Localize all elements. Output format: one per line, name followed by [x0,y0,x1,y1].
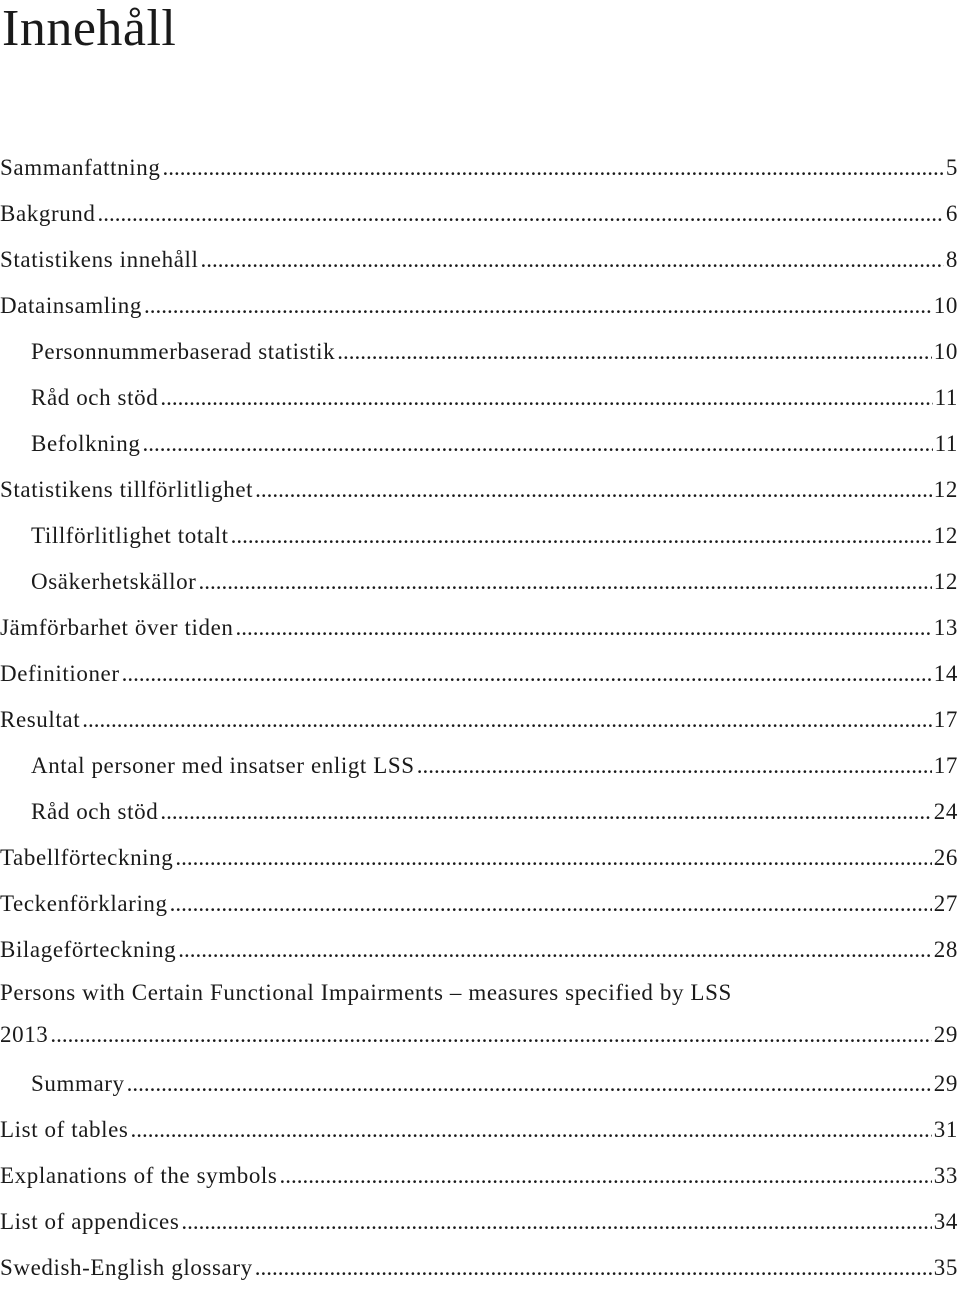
toc-entry-title: Antal personer med insatser enligt LSS [31,753,415,778]
toc-leader [255,1245,932,1291]
toc-entry-title: Personnummerbaserad statistik [31,339,336,364]
toc-entry-title: Statistikens innehåll [0,247,199,272]
toc-entry-personnummerbaserad-statistik[interactable] [0,329,958,375]
toc-page-number: 29 [933,1022,958,1047]
toc-page-number: 10 [933,339,958,364]
toc-page-number: 12 [933,569,958,594]
toc-entry-list-of-tables[interactable] [0,1107,958,1153]
toc-entry-sammanfattning[interactable] [0,145,958,191]
toc-page-number: 29 [933,1071,958,1096]
toc-entry-bilageforteckning[interactable] [0,927,958,973]
toc-leader [255,467,932,513]
toc-entry-bakgrund[interactable] [0,191,958,237]
toc-page-number: 17 [933,753,958,778]
toc-entry-datainsamling[interactable] [0,283,958,329]
toc-leader [337,329,932,375]
toc-entry-statistikens-tillforlitlighet[interactable] [0,467,958,513]
toc-leader [50,1009,931,1061]
table-of-contents [0,145,958,1291]
toc-leader [131,1107,932,1153]
toc-entry-title: Bakgrund [0,201,96,226]
toc-leader [127,1061,932,1107]
toc-entry-title: Statistikens tillförlitlighet [0,477,254,502]
toc-entry-title: Definitioner [0,661,120,686]
toc-page-number: 26 [933,845,958,870]
toc-entry-title: Tabellförteckning [0,845,174,870]
toc-page-number: 12 [933,477,958,502]
toc-leader [98,191,944,237]
toc-entry-title: Swedish-English glossary [0,1255,253,1280]
toc-entry-title: Osäkerhetskällor [31,569,197,594]
toc-page-number: 11 [934,431,958,456]
toc-page-number: 28 [933,937,958,962]
toc-page-number: 11 [934,385,958,410]
toc-entry-title: Bilageförteckning [0,937,177,962]
toc-entry-summary[interactable] [0,1061,958,1107]
toc-leader [417,743,932,789]
toc-page-number: 35 [933,1255,958,1280]
toc-leader [201,237,944,283]
toc-entry-list-of-appendices[interactable] [0,1199,958,1245]
toc-leader [82,697,932,743]
toc-entry-title: Explanations of the symbols [0,1163,278,1188]
toc-leader [162,145,943,191]
toc-entry-title: Befolkning [31,431,141,456]
toc-entry-osakerhetskallor[interactable] [0,559,958,605]
toc-leader [181,1199,931,1245]
toc-leader [231,513,932,559]
toc-entry-title: Jämförbarhet över tiden [0,615,234,640]
toc-leader [178,927,932,973]
toc-page-number: 34 [933,1209,958,1234]
toc-page-number: 27 [933,891,958,916]
toc-leader [198,559,931,605]
toc-entry-title: Resultat [0,707,81,732]
toc-entry-befolkning[interactable] [0,421,958,467]
toc-leader [122,651,932,697]
toc-page-number: 13 [933,615,958,640]
toc-leader [279,1153,931,1199]
toc-entry-title: List of appendices [0,1209,180,1234]
toc-entry-definitioner[interactable] [0,651,958,697]
toc-page-number: 31 [933,1117,958,1142]
toc-page-number: 33 [933,1163,958,1188]
toc-leader [144,283,932,329]
toc-entry-persons-with-functional-impairments-cont[interactable] [0,1009,958,1061]
toc-page-number: 17 [933,707,958,732]
toc-entry-tillforlitlighet-totalt[interactable] [0,513,958,559]
toc-entry-statistikens-innehall[interactable] [0,237,958,283]
toc-entry-tabellforteckning[interactable] [0,835,958,881]
toc-leader [236,605,932,651]
toc-entry-title: Råd och stöd [31,385,159,410]
toc-entry-teckenforklaring[interactable] [0,881,958,927]
toc-entry-title: List of tables [0,1117,129,1142]
toc-entry-title-continuation: 2013 [0,1022,49,1047]
toc-entry-jamforbarhet-over-tiden[interactable] [0,605,958,651]
toc-entry-resultat[interactable] [0,697,958,743]
toc-entry-title: Persons with Certain Functional Impairments – measures specified by LSS [0,980,732,1005]
toc-entry-rad-och-stod-resultat[interactable] [0,789,958,835]
toc-page-number: 24 [933,799,958,824]
toc-page-number: 8 [945,247,958,272]
toc-page-number: 5 [945,155,958,180]
toc-entry-rad-och-stod[interactable] [0,375,958,421]
toc-entry-title: Tillförlitlighet totalt [31,523,229,548]
toc-entry-title: Sammanfattning [0,155,161,180]
toc-page-number: 6 [945,201,958,226]
toc-entry-title: Summary [31,1071,125,1096]
toc-leader [175,835,931,881]
toc-entry-title: Teckenförklaring [0,891,168,916]
toc-leader [160,375,932,421]
toc-entry-persons-with-functional-impairments[interactable] [0,973,958,1009]
toc-page-number: 14 [933,661,958,686]
toc-leader [160,789,931,835]
toc-entry-swedish-english-glossary[interactable] [0,1245,958,1291]
toc-page-number: 10 [933,293,958,318]
toc-entry-explanations-of-symbols[interactable] [0,1153,958,1199]
toc-entry-title: Datainsamling [0,293,142,318]
toc-entry-title: Råd och stöd [31,799,159,824]
toc-entry-antal-personer-med-insatser[interactable] [0,743,958,789]
toc-leader [170,881,932,927]
toc-leader [143,421,933,467]
toc-page-number: 12 [933,523,958,548]
page-title: Innehåll [2,0,177,57]
